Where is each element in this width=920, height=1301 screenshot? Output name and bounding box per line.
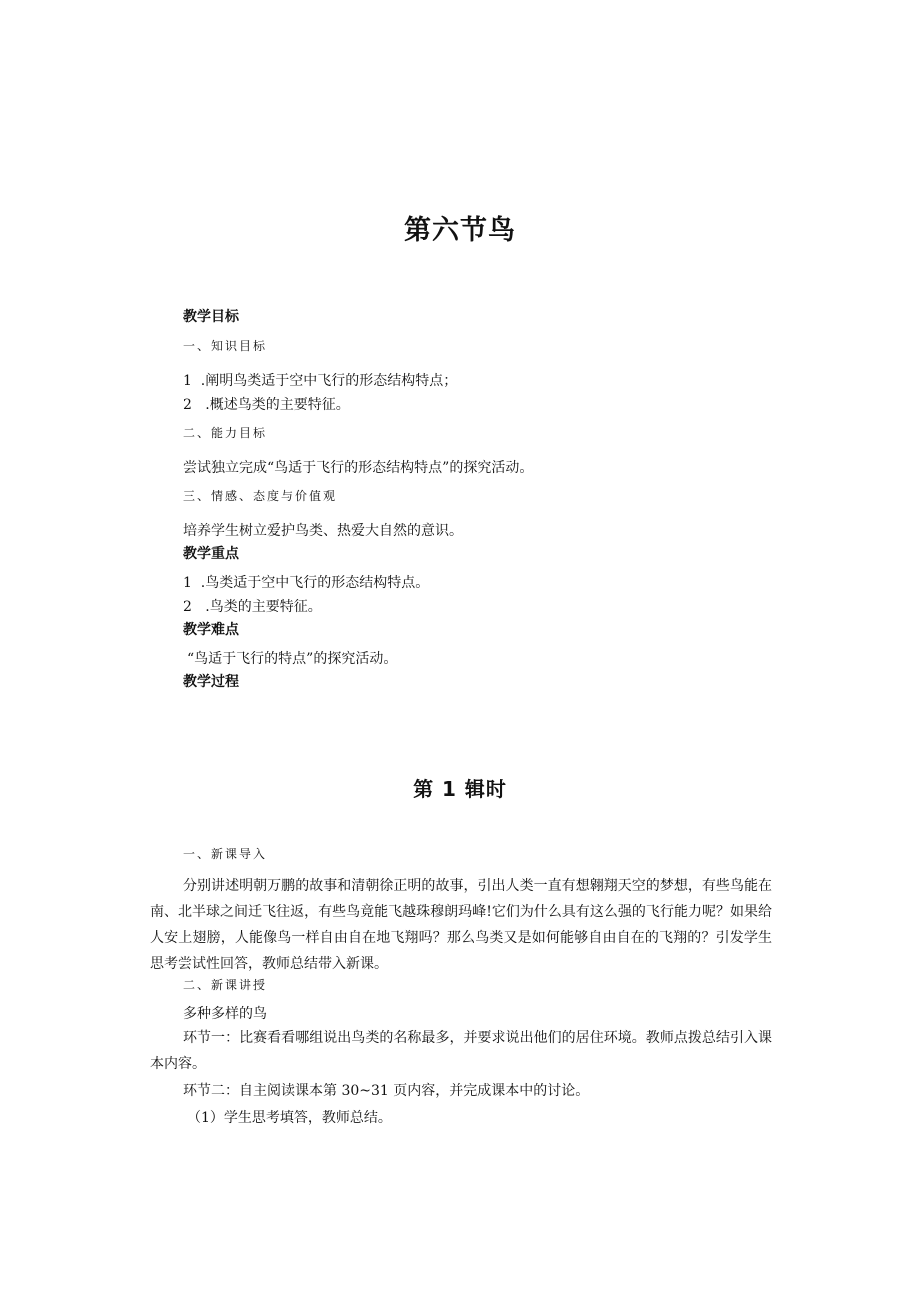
lesson-title: 第 1 辑时: [413, 777, 507, 801]
intro-paragraph: 分别讲述明朝万鹏的故事和清朝徐正明的故事，引出人类一直有想翱翔天空的梦想，有些鸟能在南、北半球之间迁飞往返，有些鸟竟能飞越珠穆朗玛峰!它们为什么具有这么强的飞行能力呢？如果给人安上翅膀，人能像鸟一样自由自在地飞翔吗？那么鸟类又是如何能够自由自在的飞翔的？引发学生思考尝试性回答，教师总结带入新课。: [150, 878, 772, 972]
step2-sub-line: （1）学生思考填答，教师总结。: [187, 1110, 392, 1126]
knowledge-heading: 一、知识目标: [183, 339, 268, 353]
intro-heading: 一、新课导入: [183, 847, 268, 861]
key-points-heading: 教学重点: [183, 546, 239, 562]
new-lesson-heading: 二、新课讲授: [183, 978, 268, 992]
difficulties-heading: 教学难点: [183, 622, 239, 638]
emotion-heading: 三、情感、态度与价值观: [183, 489, 338, 503]
ability-text: 尝试独立完成“鸟适于飞行的形态结构特点”的探究活动。: [183, 460, 534, 476]
difficulties-text: “鸟适于飞行的特点”的探究活动。: [187, 651, 398, 667]
ability-heading: 二、能力目标: [183, 426, 268, 440]
emotion-text: 培养学生树立爱护鸟类、热爱大自然的意识。: [183, 523, 463, 539]
objectives-heading: 教学目标: [183, 309, 239, 325]
topic-line: 多种多样的鸟: [183, 1006, 267, 1022]
knowledge-item-1: 1 .阐明鸟类适于空中飞行的形态结构特点；: [183, 373, 458, 389]
key-point-item-2: 2 .鸟类的主要特征。: [183, 599, 322, 615]
key-point-item-1: 1 .鸟类适于空中飞行的形态结构特点。: [183, 575, 430, 591]
step1-paragraph: 环节一：比赛看看哪组说出鸟类的名称最多，并要求说出他们的居住环境。教师点拨总结引入课本内容。: [150, 1030, 772, 1072]
knowledge-item-2: 2 .概述鸟类的主要特征。: [183, 397, 350, 413]
page-title: 第六节鸟: [404, 215, 516, 246]
process-heading: 教学过程: [183, 674, 239, 690]
step2-line: 环节二：自主阅读课本第 30~31 页内容，并完成课本中的讨论。: [183, 1083, 590, 1099]
